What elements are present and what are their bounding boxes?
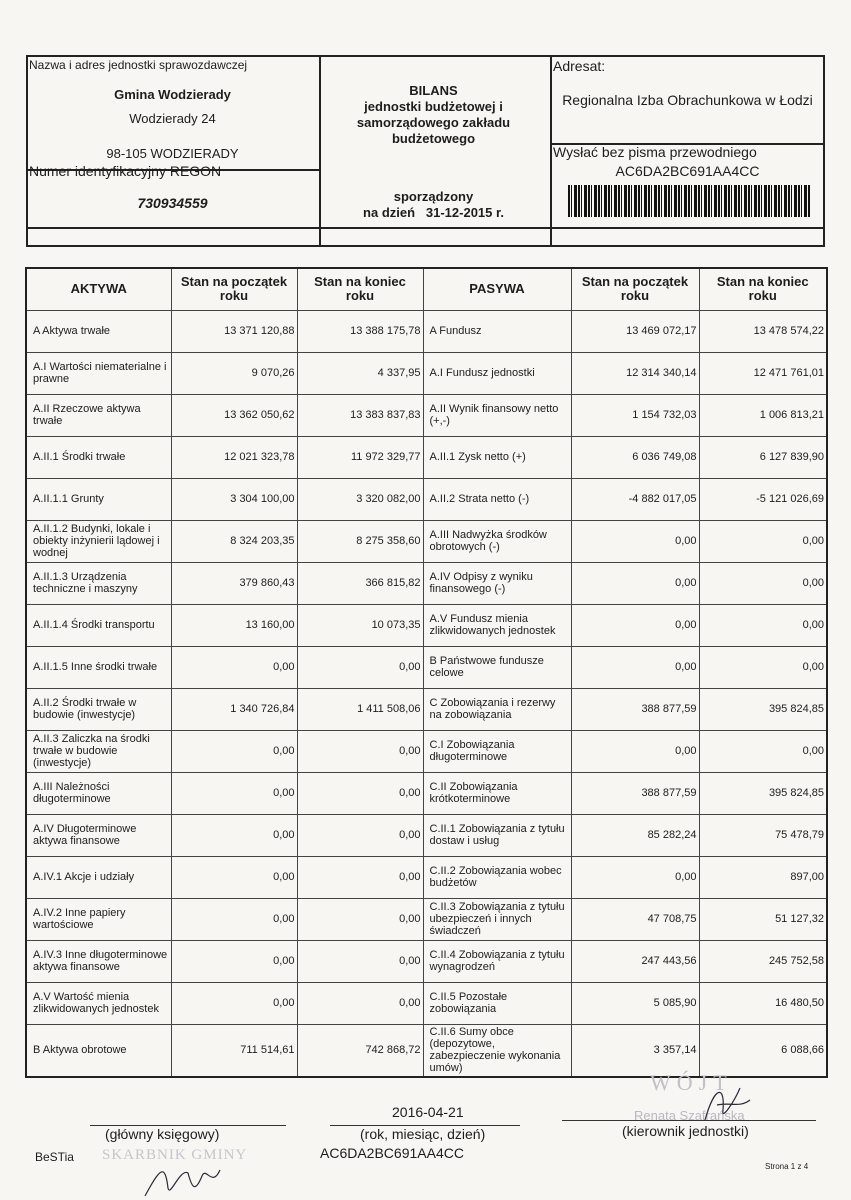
liability-label: C Zobowiązania i rezerwy na zobowiązania [423,688,571,730]
accountant-caption: (główny księgowy) [105,1126,220,1142]
send-label: Wysłać bez pisma przewodniego [553,144,757,160]
asset-end-value: 8 275 358,60 [297,520,423,562]
asset-end-value: 13 388 175,78 [297,310,423,352]
report-subtitle-1: jednostki budżetowej i [364,99,503,114]
head-caption: (kierownik jednostki) [622,1123,749,1139]
liability-label: C.II.2 Zobowiązania wobec budżetów [423,856,571,898]
asset-label: A.I Wartości niematerialne i prawne [26,352,171,394]
stamp-skarbnik: SKARBNIK GMINY [102,1147,248,1163]
liability-start-value: 0,00 [571,646,699,688]
liability-label: C.I Zobowiązania długoterminowe [423,730,571,772]
asset-start-value: 0,00 [171,646,297,688]
asset-start-value: 8 324 203,35 [171,520,297,562]
liability-label: C.II.1 Zobowiązania z tytułu dostaw i usług [423,814,571,856]
table-row [26,562,827,604]
footer-code: AC6DA2BC691AA4CC [320,1145,464,1161]
asset-label: A.II.1.1 Grunty [26,478,171,520]
stamp-wojt: WÓJT [650,1070,733,1095]
asset-label: A.IV Długoterminowe aktywa finansowe [26,814,171,856]
signature-accountant [140,1158,230,1200]
report-subtitle-3: budżetowego [391,131,476,146]
asset-end-value: 13 383 837,83 [297,394,423,436]
asset-end-value: 0,00 [297,982,423,1024]
table-row [26,688,827,730]
liability-start-value: 388 877,59 [571,688,699,730]
liability-end-value: 0,00 [699,604,827,646]
table-row [26,982,827,1024]
unit-label: Nazwa i adres jednostki sprawozdawczej [29,58,248,72]
barcode-image [568,185,810,217]
liability-label: B Państwowe fundusze celowe [423,646,571,688]
asset-label: A.IV.3 Inne długoterminowe aktywa finansowe [26,940,171,982]
document-code: AC6DA2BC691AA4CC [615,163,760,179]
liability-start-value: -4 882 017,05 [571,478,699,520]
unit-street: Wodzierady 24 [129,111,216,126]
report-subtitle-2: samorządowego zakładu [356,115,511,130]
asset-start-value: 0,00 [171,982,297,1024]
table-row [26,520,827,562]
liability-end-value: 1 006 813,21 [699,394,827,436]
asset-end-value: 0,00 [297,730,423,772]
table-row [26,352,827,394]
liability-start-value: 1 154 732,03 [571,394,699,436]
table-row [26,898,827,940]
date-value: 31-12-2015 r. [425,205,504,220]
asset-end-value: 742 868,72 [297,1024,423,1077]
liability-start-value: 85 282,24 [571,814,699,856]
liability-start-value: 47 708,75 [571,898,699,940]
report-date [319,205,548,220]
table-row [26,394,827,436]
liability-label: C.II Zobowiązania krótkoterminowe [423,772,571,814]
liability-end-value: 245 752,58 [699,940,827,982]
asset-label: A.II.1.2 Budynki, lokale i obiekty inżynierii lądowej i wodnej [26,520,171,562]
asset-end-value: 0,00 [297,856,423,898]
liability-start-value: 13 469 072,17 [571,310,699,352]
asset-start-value: 379 860,43 [171,562,297,604]
liability-label: C.II.5 Pozostałe zobowiązania [423,982,571,1024]
asset-label: A.V Wartość mienia zlikwidowanych jednostek [26,982,171,1024]
unit-name: Gmina Wodzierady [114,87,231,102]
liability-label: C.II.6 Sumy obce (depozytowe, zabezpieczenie wykonania umów) [423,1024,571,1077]
table-row [26,478,827,520]
liability-start-value: 0,00 [571,520,699,562]
asset-label: A.II.1 Środki trwałe [26,436,171,478]
asset-end-value: 10 073,35 [297,604,423,646]
asset-start-value: 9 070,26 [171,352,297,394]
liability-start-value: 12 314 340,14 [571,352,699,394]
asset-label: A.IV.1 Akcje i udziały [26,856,171,898]
asset-start-value: 0,00 [171,730,297,772]
asset-start-value: 711 514,61 [171,1024,297,1077]
software-name: BeSTia [35,1150,74,1164]
table-row [26,730,827,772]
balance-table [25,267,828,1078]
table-row [26,310,827,352]
asset-label: A.II Rzeczowe aktywa trwałe [26,394,171,436]
liability-end-value: 0,00 [699,646,827,688]
asset-label: A.II.1.4 Środki transportu [26,604,171,646]
liability-end-value: 13 478 574,22 [699,310,827,352]
liability-label: A.II.1 Zysk netto (+) [423,436,571,478]
asset-end-value: 0,00 [297,814,423,856]
table-row [26,940,827,982]
regon-label: Numer identyfikacyjny REGON [29,163,222,179]
column-header: Stan na początek roku [571,268,699,310]
liability-end-value: 395 824,85 [699,688,827,730]
table-row [26,772,827,814]
table-row [26,604,827,646]
column-header: Stan na początek roku [171,268,297,310]
liability-start-value: 388 877,59 [571,772,699,814]
table-row [26,436,827,478]
asset-start-value: 13 160,00 [171,604,297,646]
asset-start-value: 12 021 323,78 [171,436,297,478]
liability-start-value: 5 085,90 [571,982,699,1024]
asset-label: A.IV.2 Inne papiery wartościowe [26,898,171,940]
liability-start-value: 3 357,14 [571,1024,699,1077]
liability-label: A.II.2 Strata netto (-) [423,478,571,520]
asset-label: A.III Należności długoterminowe [26,772,171,814]
liability-label: C.II.3 Zobowiązania z tytułu ubezpieczeń i innych świadczeń [423,898,571,940]
liability-end-value: 6 088,66 [699,1024,827,1077]
asset-label: A Aktywa trwałe [26,310,171,352]
liability-label: A.III Nadwyżka środków obrotowych (-) [423,520,571,562]
liability-end-value: 51 127,32 [699,898,827,940]
stamp-name: Renata Szafrańska [634,1108,745,1123]
liability-label: C.II.4 Zobowiązania z tytułu wynagrodzeń [423,940,571,982]
liability-label: A.IV Odpisy z wyniku finansowego (-) [423,562,571,604]
asset-end-value: 3 320 082,00 [297,478,423,520]
asset-start-value: 13 371 120,88 [171,310,297,352]
liability-start-value: 247 443,56 [571,940,699,982]
footer-date: 2016-04-21 [392,1104,464,1120]
asset-end-value: 366 815,82 [297,562,423,604]
asset-end-value: 1 411 508,06 [297,688,423,730]
liability-label: A.V Fundusz mienia zlikwidowanych jednostek [423,604,571,646]
asset-start-value: 3 304 100,00 [171,478,297,520]
asset-end-value: 0,00 [297,898,423,940]
addressee-name: Regionalna Izba Obrachunkowa w Łodzi [562,92,813,108]
liability-start-value: 0,00 [571,856,699,898]
asset-end-value: 0,00 [297,646,423,688]
asset-label: A.II.1.5 Inne środki trwałe [26,646,171,688]
liability-start-value: 0,00 [571,730,699,772]
column-header: Stan na koniec roku [297,268,423,310]
liability-start-value: 6 036 749,08 [571,436,699,478]
liability-end-value: 0,00 [699,520,827,562]
liability-end-value: 6 127 839,90 [699,436,827,478]
asset-start-value: 0,00 [171,814,297,856]
asset-start-value: 1 340 726,84 [171,688,297,730]
regon-value: 730934559 [137,195,208,211]
asset-end-value: 0,00 [297,940,423,982]
asset-start-value: 0,00 [171,940,297,982]
table-row [26,646,827,688]
asset-end-value: 4 337,95 [297,352,423,394]
table-row [26,856,827,898]
signature-head [695,1080,755,1125]
column-header: Stan na koniec roku [699,268,827,310]
asset-end-value: 11 972 329,77 [297,436,423,478]
asset-label: A.II.3 Zaliczka na środki trwałe w budowie (inwestycje) [26,730,171,772]
asset-label: A.II.2 Środki trwałe w budowie (inwestycje) [26,688,171,730]
asset-start-value: 13 362 050,62 [171,394,297,436]
liability-end-value: 75 478,79 [699,814,827,856]
asset-label: B Aktywa obrotowe [26,1024,171,1077]
liability-label: A Fundusz [423,310,571,352]
liability-end-value: 12 471 761,01 [699,352,827,394]
addressee-label: Adresat: [553,58,606,74]
column-header: PASYWA [423,268,571,310]
asset-start-value: 0,00 [171,898,297,940]
liability-end-value: 897,00 [699,856,827,898]
table-header-row [26,268,827,310]
liability-label: A.I Fundusz jednostki [423,352,571,394]
page-number: Strona 1 z 4 [765,1162,809,1171]
liability-start-value: 0,00 [571,604,699,646]
liability-label: A.II Wynik finansowy netto (+,-) [423,394,571,436]
asset-start-value: 0,00 [171,856,297,898]
prepared-label: sporządzony [393,189,474,204]
date-caption: (rok, miesiąc, dzień) [360,1126,486,1142]
column-header: AKTYWA [26,268,171,310]
unit-postal: 98-105 WODZIERADY [106,146,239,161]
liability-end-value: 16 480,50 [699,982,827,1024]
asset-label: A.II.1.3 Urządzenia techniczne i maszyny [26,562,171,604]
asset-start-value: 0,00 [171,772,297,814]
liability-start-value: 0,00 [571,562,699,604]
table-row [26,814,827,856]
asset-end-value: 0,00 [297,772,423,814]
liability-end-value: 395 824,85 [699,772,827,814]
report-title: BILANS [409,83,458,98]
liability-end-value: 0,00 [699,730,827,772]
liability-end-value: -5 121 026,69 [699,478,827,520]
liability-end-value: 0,00 [699,562,827,604]
date-label: na dzień [363,205,416,220]
